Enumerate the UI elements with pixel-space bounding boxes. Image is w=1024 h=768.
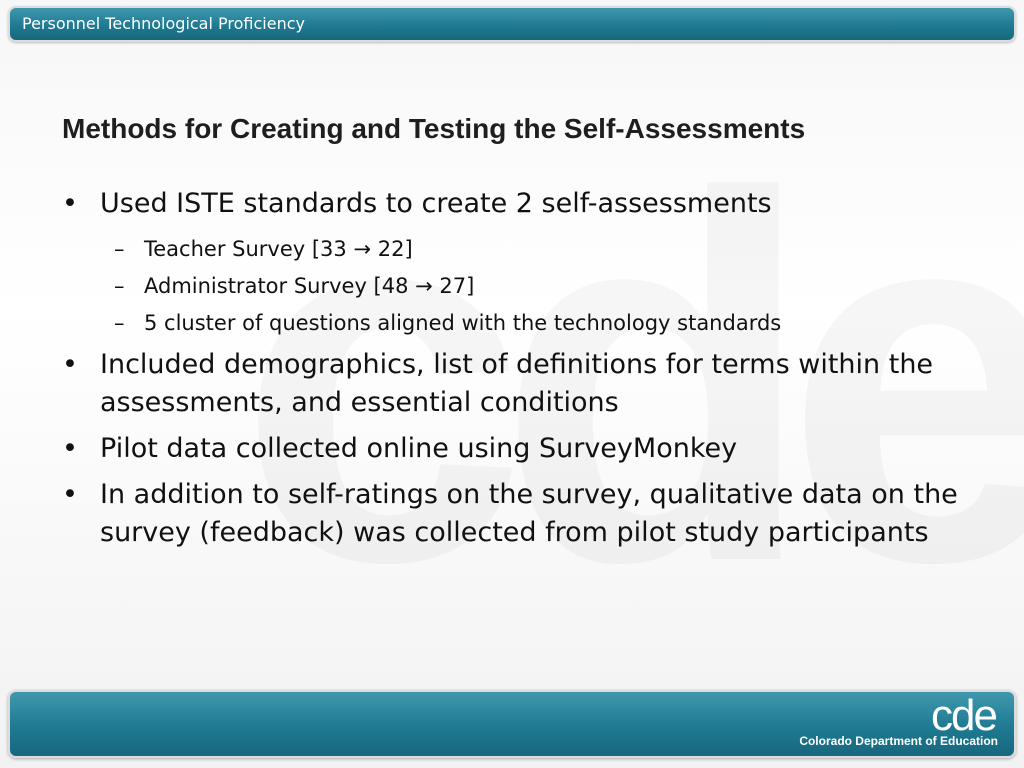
bullet-text: Used ISTE standards to create 2 self-assessments xyxy=(100,188,772,219)
cde-logo xyxy=(770,692,1000,756)
sub-text: Teacher Survey [33 → 22] xyxy=(144,237,413,261)
bullet-text: Pilot data collected online using SurveyMonkey xyxy=(100,433,738,464)
bullet-item xyxy=(62,476,982,552)
sub-item xyxy=(62,305,982,342)
header-title: Personnel Technological Proficiency xyxy=(22,14,305,33)
bullet-item xyxy=(62,185,982,223)
sub-item xyxy=(62,231,982,268)
dash-icon: – xyxy=(114,237,125,261)
bullet-item xyxy=(62,346,982,422)
sub-text: Administrator Survey [48 → 27] xyxy=(144,274,475,298)
logo-mark: cde xyxy=(931,691,996,740)
bullet-icon: • xyxy=(62,349,78,380)
sub-text: 5 cluster of questions aligned with the technology standards xyxy=(144,311,782,335)
bullet-item xyxy=(62,430,982,468)
bullet-list xyxy=(62,185,982,560)
dash-icon: – xyxy=(114,274,125,298)
bullet-icon: • xyxy=(62,433,78,464)
footer-bar xyxy=(8,690,1016,758)
logo-text: Colorado Department of Education xyxy=(799,734,998,748)
slide-title: Methods for Creating and Testing the Self-Assessments xyxy=(62,113,806,144)
dash-icon: – xyxy=(114,311,125,335)
bullet-text: In addition to self-ratings on the survey, qualitative data on the survey (feedback) was collected from pilot study participants xyxy=(100,479,958,548)
header-bar xyxy=(8,6,1016,42)
bullet-text: Included demographics, list of definitions for terms within the assessments, and essential conditions xyxy=(100,349,934,418)
bullet-icon: • xyxy=(62,479,78,510)
sub-list xyxy=(62,231,982,342)
bullet-icon: • xyxy=(62,188,78,219)
sub-item xyxy=(62,268,982,305)
